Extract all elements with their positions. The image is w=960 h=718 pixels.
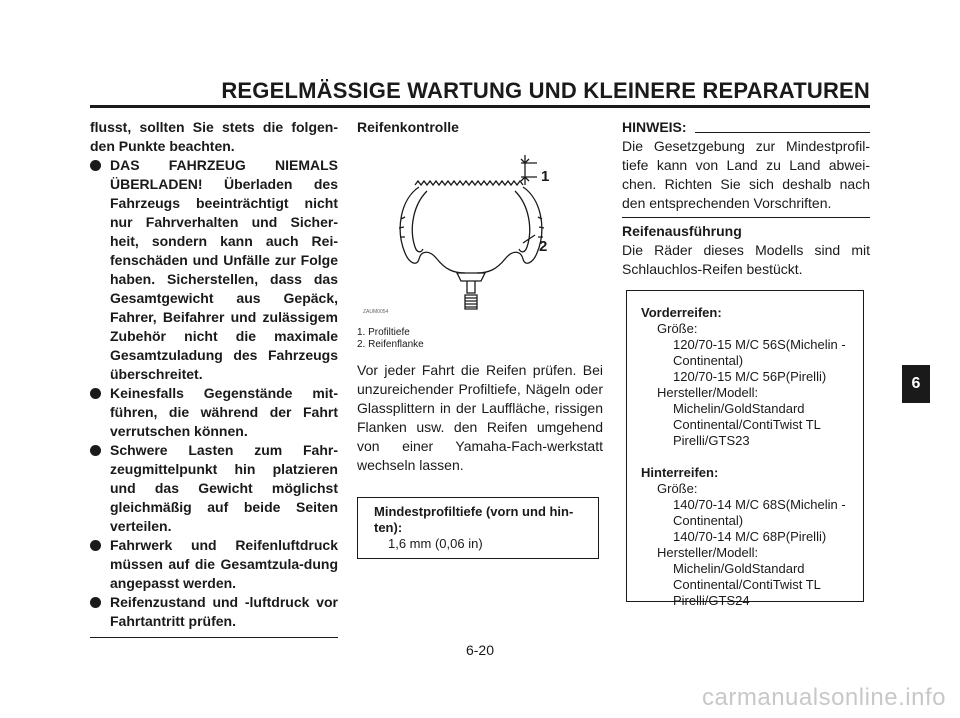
- column-notes: [622, 118, 870, 279]
- front-maker-label: Hersteller/Modell:: [657, 385, 759, 400]
- list-item: Reifenzustand und -luftdruck vor Fahrtantritt prüfen.: [90, 593, 338, 631]
- figure-caption-1: 1. Profiltiefe: [357, 327, 410, 338]
- note-header: [622, 118, 870, 137]
- rear-maker-3: Pirelli/GTS24: [673, 593, 750, 608]
- front-maker-3: Pirelli/GTS23: [673, 433, 750, 448]
- page-number: 6-20: [465, 642, 495, 658]
- tire-type-text: Die Räder dieses Modells sind mit Schlauchlos-Reifen bestückt.: [622, 242, 870, 277]
- rear-size-label: Größe:: [657, 481, 698, 496]
- note-text: Die Gesetzgebung zur Mindestprofil-tiefe kann von Land zu Land abwei-chen. Richten Sie sich deshalb nach den entsprechenden Vorschriften.: [622, 138, 870, 211]
- list-item: Schwere Lasten zum Fahr-zeugmittelpunkt hin platzieren und das Gewicht möglichst gleichmäßig auf beide Seiten verteilen.: [90, 441, 338, 536]
- bullet-icon: [90, 597, 101, 608]
- bullet-icon: [90, 160, 101, 171]
- front-size-2: 120/70-15 M/C 56P(Pirelli): [673, 369, 827, 384]
- rear-tire-label: Hinterreifen:: [641, 465, 719, 480]
- header-rule: [90, 105, 870, 108]
- rear-size-1: 140/70-14 M/C 68S(Michelin - Continental): [673, 497, 846, 528]
- tire-cross-section-illustration: [357, 137, 603, 327]
- watermark: carmanualsonline.info: [702, 684, 946, 711]
- chapter-tab[interactable]: 6: [902, 365, 930, 403]
- note-label: HINWEIS:: [622, 119, 687, 135]
- front-size-label: Größe:: [657, 321, 698, 336]
- note-header-rule: [695, 132, 870, 133]
- list-item: Fahrwerk und Reifenluftdruck müssen auf die Gesamtzula-dung angepasst werden.: [90, 536, 338, 593]
- bullet-icon: [90, 540, 101, 551]
- min-tread-depth-value: 1,6 mm (0,06 in): [388, 536, 483, 551]
- section-title-tire-check: Reifenkontrolle: [357, 119, 459, 135]
- rear-size-2: 140/70-14 M/C 68P(Pirelli): [673, 529, 827, 544]
- front-size-1: 120/70-15 M/C 56S(Michelin - Continental): [673, 337, 846, 368]
- note-end-rule: [622, 217, 870, 218]
- figure-code: ZAUM0054: [363, 309, 389, 315]
- page-header-title: REGELMÄSSIGE WARTUNG UND KLEINERE REPARATUREN: [221, 78, 870, 103]
- bullet-icon: [90, 445, 101, 456]
- rear-maker-label: Hersteller/Modell:: [657, 545, 759, 560]
- spacer: [641, 449, 857, 465]
- rear-maker-1: Michelin/GoldStandard: [673, 561, 805, 576]
- figure-caption-2: 2. Reifenflanke: [357, 339, 424, 350]
- list-item: Keinesfalls Gegenstände mit-führen, die während der Fahrt verrutschen können.: [90, 384, 338, 441]
- front-tire-label: Vorderreifen:: [641, 305, 722, 320]
- section-title-tire-type: Reifenausführung: [622, 223, 742, 239]
- tire-spec-box: [626, 290, 864, 608]
- front-maker-2: Continental/ContiTwist TL: [673, 417, 821, 432]
- warning-end-rule: [90, 637, 338, 638]
- tire-check-text: Vor jeder Fahrt die Reifen prüfen. Bei unzureichender Profiltiefe, Nägeln oder Glassplittern in der Lauffläche, rissigen Flanken usw. den Reifen umgehend von einer Yamaha-Fach-werkstatt wechseln lassen.: [357, 362, 603, 473]
- tire-cross-section-figure: [357, 137, 603, 327]
- callout-2-label: 2: [539, 238, 548, 255]
- warning-intro: flusst, sollten Sie stets die folgen-den Punkte beachten.: [90, 119, 338, 154]
- rear-maker-2: Continental/ContiTwist TL: [673, 577, 821, 592]
- column-warning: [90, 118, 338, 638]
- front-maker-1: Michelin/GoldStandard: [673, 401, 805, 416]
- bullet-icon: [90, 388, 101, 399]
- column-tire-check: [357, 118, 603, 559]
- min-tread-depth-box: [357, 497, 599, 559]
- min-tread-depth-label: Mindestprofiltiefe (vorn und hin-ten):: [374, 504, 574, 535]
- list-item: DAS FAHRZEUG NIEMALS ÜBERLADEN! Überladen des Fahrzeugs beeinträchtigt nicht nur Fahrverhalten und Sicher-heit, sondern kann auch Rei-fenschäden und Unfälle zur Folge haben. Sicherstellen, dass das Gesamtgewicht aus Gepäck, Fahrer, Beifahrer und zulässigem Zubehör nicht die maximale Gesamtzuladung des Fahrzeugs überschreitet.: [90, 156, 338, 384]
- callout-1-label: 1: [541, 168, 550, 185]
- warning-list: [90, 156, 338, 631]
